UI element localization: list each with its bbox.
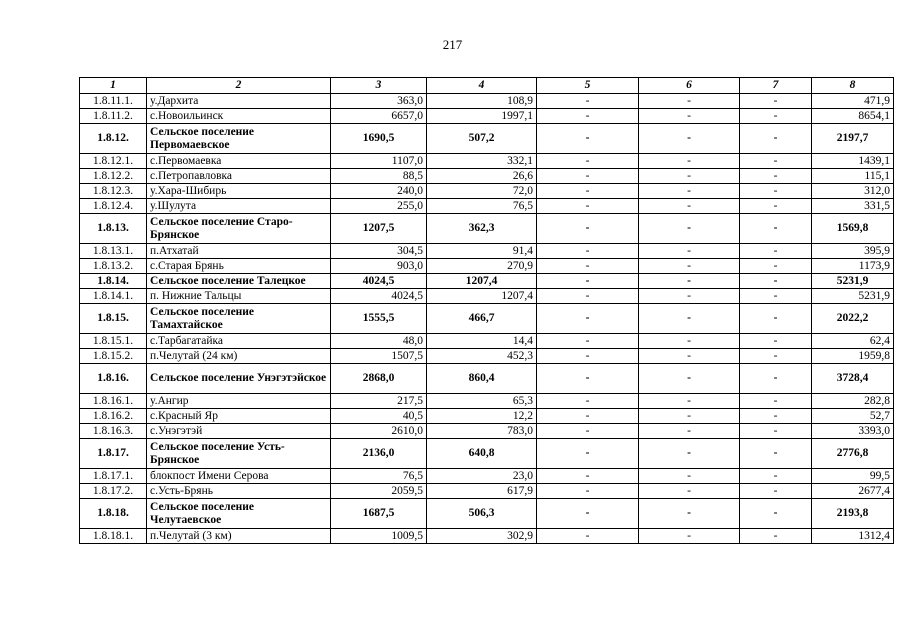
row-value-col6: - xyxy=(639,439,740,469)
row-value-col7: - xyxy=(740,394,812,409)
row-value-col3: 1009,5 xyxy=(331,529,427,544)
table-row xyxy=(80,274,894,289)
row-name: с.Первомаевка xyxy=(147,154,331,169)
row-value-col6: - xyxy=(639,199,740,214)
table-row xyxy=(80,499,894,529)
row-value-col3: 2610,0 xyxy=(331,424,427,439)
row-name: Сельское поселение Первомаевское xyxy=(147,124,331,154)
row-value-col5: - xyxy=(537,184,639,199)
row-value-col7: - xyxy=(740,124,812,154)
row-value-col6: - xyxy=(639,409,740,424)
row-name: п.Челутай (24 км) xyxy=(147,349,331,364)
row-value-col4: 270,9 xyxy=(427,259,537,274)
row-name: с.Унэгэтэй xyxy=(147,424,331,439)
row-name: с.Старая Брянь xyxy=(147,259,331,274)
row-code: 1.8.11.1. xyxy=(80,94,147,109)
table-row xyxy=(80,289,894,304)
table-row xyxy=(80,484,894,499)
table-row xyxy=(80,184,894,199)
row-value-col7: - xyxy=(740,364,812,394)
row-value-col7: - xyxy=(740,469,812,484)
row-value-col8: 2193,8 xyxy=(812,499,894,529)
column-header: 1 xyxy=(80,78,147,94)
row-value-col5: - xyxy=(537,529,639,544)
row-value-col5: - xyxy=(537,154,639,169)
row-code: 1.8.13.1. xyxy=(80,244,147,259)
row-value-col5: - xyxy=(537,439,639,469)
table-row xyxy=(80,244,894,259)
table-row xyxy=(80,529,894,544)
row-value-col6: - xyxy=(639,214,740,244)
row-value-col3: 2868,0 xyxy=(331,364,427,394)
row-name: у.Ангир xyxy=(147,394,331,409)
row-value-col3: 903,0 xyxy=(331,259,427,274)
table-row xyxy=(80,304,894,334)
row-value-col7: - xyxy=(740,289,812,304)
row-code: 1.8.16. xyxy=(80,364,147,394)
row-name: Сельское поселение Тамахтайское xyxy=(147,304,331,334)
row-code: 1.8.12.3. xyxy=(80,184,147,199)
row-code: 1.8.14. xyxy=(80,274,147,289)
row-name: с.Петропавловка xyxy=(147,169,331,184)
row-value-col3: 255,0 xyxy=(331,199,427,214)
row-value-col5: - xyxy=(537,199,639,214)
row-code: 1.8.12.4. xyxy=(80,199,147,214)
row-value-col6: - xyxy=(639,349,740,364)
row-value-col8: 5231,9 xyxy=(812,274,894,289)
row-value-col8: 3728,4 xyxy=(812,364,894,394)
row-value-col6: - xyxy=(639,484,740,499)
row-value-col7: - xyxy=(740,409,812,424)
row-value-col4: 860,4 xyxy=(427,364,537,394)
row-value-col3: 363,0 xyxy=(331,94,427,109)
table-header-row xyxy=(80,78,894,94)
row-code: 1.8.17.2. xyxy=(80,484,147,499)
row-value-col8: 2677,4 xyxy=(812,484,894,499)
row-value-col7: - xyxy=(740,199,812,214)
row-value-col5: - xyxy=(537,109,639,124)
row-code: 1.8.12.2. xyxy=(80,169,147,184)
row-value-col5: - xyxy=(537,214,639,244)
table-body xyxy=(80,94,894,544)
row-value-col7: - xyxy=(740,244,812,259)
row-value-col5: - xyxy=(537,274,639,289)
row-value-col7: - xyxy=(740,349,812,364)
row-value-col8: 5231,9 xyxy=(812,289,894,304)
row-value-col4: 617,9 xyxy=(427,484,537,499)
row-name: у.Шулута xyxy=(147,199,331,214)
table-row xyxy=(80,199,894,214)
row-value-col8: 471,9 xyxy=(812,94,894,109)
row-code: 1.8.15.2. xyxy=(80,349,147,364)
row-value-col7: - xyxy=(740,334,812,349)
row-value-col4: 108,9 xyxy=(427,94,537,109)
row-value-col6: - xyxy=(639,364,740,394)
row-value-col3: 1555,5 xyxy=(331,304,427,334)
row-value-col8: 1569,8 xyxy=(812,214,894,244)
row-value-col8: 52,7 xyxy=(812,409,894,424)
row-value-col4: 12,2 xyxy=(427,409,537,424)
row-value-col8: 312,0 xyxy=(812,184,894,199)
row-value-col6: - xyxy=(639,259,740,274)
row-value-col5: - xyxy=(537,364,639,394)
column-header: 3 xyxy=(331,78,427,94)
table-row xyxy=(80,169,894,184)
row-value-col3: 304,5 xyxy=(331,244,427,259)
row-value-col3: 1687,5 xyxy=(331,499,427,529)
row-value-col3: 2059,5 xyxy=(331,484,427,499)
row-value-col7: - xyxy=(740,499,812,529)
row-value-col4: 72,0 xyxy=(427,184,537,199)
row-name: Сельское поселение Усть-Брянское xyxy=(147,439,331,469)
row-name: п.Атхатай xyxy=(147,244,331,259)
table-row xyxy=(80,409,894,424)
row-value-col6: - xyxy=(639,169,740,184)
row-value-col4: 76,5 xyxy=(427,199,537,214)
column-header: 8 xyxy=(812,78,894,94)
row-value-col3: 1690,5 xyxy=(331,124,427,154)
row-value-col6: - xyxy=(639,109,740,124)
row-value-col8: 99,5 xyxy=(812,469,894,484)
row-name: Сельское поселение Талецкое xyxy=(147,274,331,289)
row-name: у.Хара-Шибирь xyxy=(147,184,331,199)
row-code: 1.8.16.1. xyxy=(80,394,147,409)
row-code: 1.8.13. xyxy=(80,214,147,244)
row-value-col5: - xyxy=(537,169,639,184)
row-name: блокпост Имени Серова xyxy=(147,469,331,484)
row-value-col4: 302,9 xyxy=(427,529,537,544)
table-row xyxy=(80,439,894,469)
row-value-col3: 88,5 xyxy=(331,169,427,184)
row-value-col7: - xyxy=(740,484,812,499)
row-value-col5: - xyxy=(537,94,639,109)
row-value-col5: - xyxy=(537,394,639,409)
row-value-col3: 1507,5 xyxy=(331,349,427,364)
row-value-col6: - xyxy=(639,304,740,334)
row-value-col4: 506,3 xyxy=(427,499,537,529)
row-name: с.Усть-Брянь xyxy=(147,484,331,499)
row-value-col4: 26,6 xyxy=(427,169,537,184)
row-value-col8: 2197,7 xyxy=(812,124,894,154)
table-row xyxy=(80,109,894,124)
row-name: Сельское поселение Челутаевское xyxy=(147,499,331,529)
row-value-col8: 1173,9 xyxy=(812,259,894,274)
row-code: 1.8.16.2. xyxy=(80,409,147,424)
row-name: с.Новоильинск xyxy=(147,109,331,124)
row-value-col4: 783,0 xyxy=(427,424,537,439)
row-value-col7: - xyxy=(740,94,812,109)
row-value-col4: 507,2 xyxy=(427,124,537,154)
row-value-col6: - xyxy=(639,394,740,409)
row-value-col5: - xyxy=(537,124,639,154)
row-value-col7: - xyxy=(740,274,812,289)
row-value-col5: - xyxy=(537,349,639,364)
row-value-col5: - xyxy=(537,289,639,304)
row-value-col6: - xyxy=(639,424,740,439)
row-value-col5: - xyxy=(537,334,639,349)
row-value-col4: 14,4 xyxy=(427,334,537,349)
column-header: 5 xyxy=(537,78,639,94)
row-code: 1.8.11.2. xyxy=(80,109,147,124)
row-value-col6: - xyxy=(639,184,740,199)
row-value-col8: 395,9 xyxy=(812,244,894,259)
row-name: п. Нижние Тальцы xyxy=(147,289,331,304)
row-value-col7: - xyxy=(740,169,812,184)
page-number: 217 xyxy=(442,37,463,52)
row-value-col4: 1997,1 xyxy=(427,109,537,124)
row-value-col5: - xyxy=(537,499,639,529)
row-value-col3: 1107,0 xyxy=(331,154,427,169)
row-value-col8: 2776,8 xyxy=(812,439,894,469)
row-value-col4: 640,8 xyxy=(427,439,537,469)
row-code: 1.8.18. xyxy=(80,499,147,529)
column-header: 7 xyxy=(740,78,812,94)
row-code: 1.8.15. xyxy=(80,304,147,334)
row-name: с.Красный Яр xyxy=(147,409,331,424)
row-value-col5: - xyxy=(537,484,639,499)
row-name: Сельское поселение Старо-Брянское xyxy=(147,214,331,244)
row-value-col8: 1959,8 xyxy=(812,349,894,364)
row-code: 1.8.17.1. xyxy=(80,469,147,484)
row-code: 1.8.15.1. xyxy=(80,334,147,349)
row-value-col8: 282,8 xyxy=(812,394,894,409)
row-value-col4: 23,0 xyxy=(427,469,537,484)
table-row xyxy=(80,214,894,244)
row-value-col5: - xyxy=(537,409,639,424)
row-value-col5: - xyxy=(537,244,639,259)
row-value-col3: 76,5 xyxy=(331,469,427,484)
row-value-col7: - xyxy=(740,304,812,334)
table-row xyxy=(80,94,894,109)
row-value-col7: - xyxy=(740,529,812,544)
row-value-col4: 91,4 xyxy=(427,244,537,259)
row-code: 1.8.16.3. xyxy=(80,424,147,439)
column-header: 2 xyxy=(147,78,331,94)
table-row xyxy=(80,349,894,364)
row-value-col5: - xyxy=(537,469,639,484)
row-value-col6: - xyxy=(639,244,740,259)
row-value-col7: - xyxy=(740,424,812,439)
row-value-col3: 240,0 xyxy=(331,184,427,199)
row-code: 1.8.18.1. xyxy=(80,529,147,544)
row-value-col8: 62,4 xyxy=(812,334,894,349)
row-code: 1.8.12. xyxy=(80,124,147,154)
row-value-col6: - xyxy=(639,289,740,304)
row-value-col4: 466,7 xyxy=(427,304,537,334)
row-value-col3: 4024,5 xyxy=(331,289,427,304)
row-value-col3: 6657,0 xyxy=(331,109,427,124)
row-value-col4: 452,3 xyxy=(427,349,537,364)
row-value-col4: 1207,4 xyxy=(427,274,537,289)
row-value-col7: - xyxy=(740,439,812,469)
table-row xyxy=(80,259,894,274)
row-value-col8: 115,1 xyxy=(812,169,894,184)
table-row xyxy=(80,469,894,484)
data-table xyxy=(79,77,894,544)
column-header: 4 xyxy=(427,78,537,94)
row-value-col6: - xyxy=(639,94,740,109)
row-value-col7: - xyxy=(740,259,812,274)
row-value-col7: - xyxy=(740,184,812,199)
table-row xyxy=(80,334,894,349)
row-value-col8: 3393,0 xyxy=(812,424,894,439)
row-value-col8: 331,5 xyxy=(812,199,894,214)
row-name: п.Челутай (3 км) xyxy=(147,529,331,544)
row-value-col8: 2022,2 xyxy=(812,304,894,334)
row-value-col3: 4024,5 xyxy=(331,274,427,289)
row-value-col7: - xyxy=(740,154,812,169)
table-row xyxy=(80,154,894,169)
table-row xyxy=(80,394,894,409)
row-value-col3: 2136,0 xyxy=(331,439,427,469)
row-value-col8: 1312,4 xyxy=(812,529,894,544)
row-value-col6: - xyxy=(639,334,740,349)
row-value-col5: - xyxy=(537,259,639,274)
row-value-col6: - xyxy=(639,154,740,169)
table-row xyxy=(80,424,894,439)
row-code: 1.8.17. xyxy=(80,439,147,469)
row-value-col4: 332,1 xyxy=(427,154,537,169)
row-value-col3: 40,5 xyxy=(331,409,427,424)
row-value-col4: 1207,4 xyxy=(427,289,537,304)
row-value-col4: 362,3 xyxy=(427,214,537,244)
row-value-col7: - xyxy=(740,109,812,124)
row-code: 1.8.14.1. xyxy=(80,289,147,304)
table-row xyxy=(80,364,894,394)
table-row xyxy=(80,124,894,154)
column-header: 6 xyxy=(639,78,740,94)
row-value-col6: - xyxy=(639,274,740,289)
row-name: Сельское поселение Унэгэтэйское xyxy=(147,364,331,394)
row-value-col5: - xyxy=(537,304,639,334)
row-value-col6: - xyxy=(639,124,740,154)
row-value-col3: 1207,5 xyxy=(331,214,427,244)
row-code: 1.8.13.2. xyxy=(80,259,147,274)
row-value-col8: 1439,1 xyxy=(812,154,894,169)
row-value-col6: - xyxy=(639,469,740,484)
row-value-col5: - xyxy=(537,424,639,439)
row-name: у.Дархита xyxy=(147,94,331,109)
row-value-col8: 8654,1 xyxy=(812,109,894,124)
row-value-col3: 217,5 xyxy=(331,394,427,409)
row-code: 1.8.12.1. xyxy=(80,154,147,169)
row-value-col4: 65,3 xyxy=(427,394,537,409)
row-value-col6: - xyxy=(639,499,740,529)
row-name: с.Тарбагатайка xyxy=(147,334,331,349)
row-value-col3: 48,0 xyxy=(331,334,427,349)
row-value-col7: - xyxy=(740,214,812,244)
row-value-col6: - xyxy=(639,529,740,544)
